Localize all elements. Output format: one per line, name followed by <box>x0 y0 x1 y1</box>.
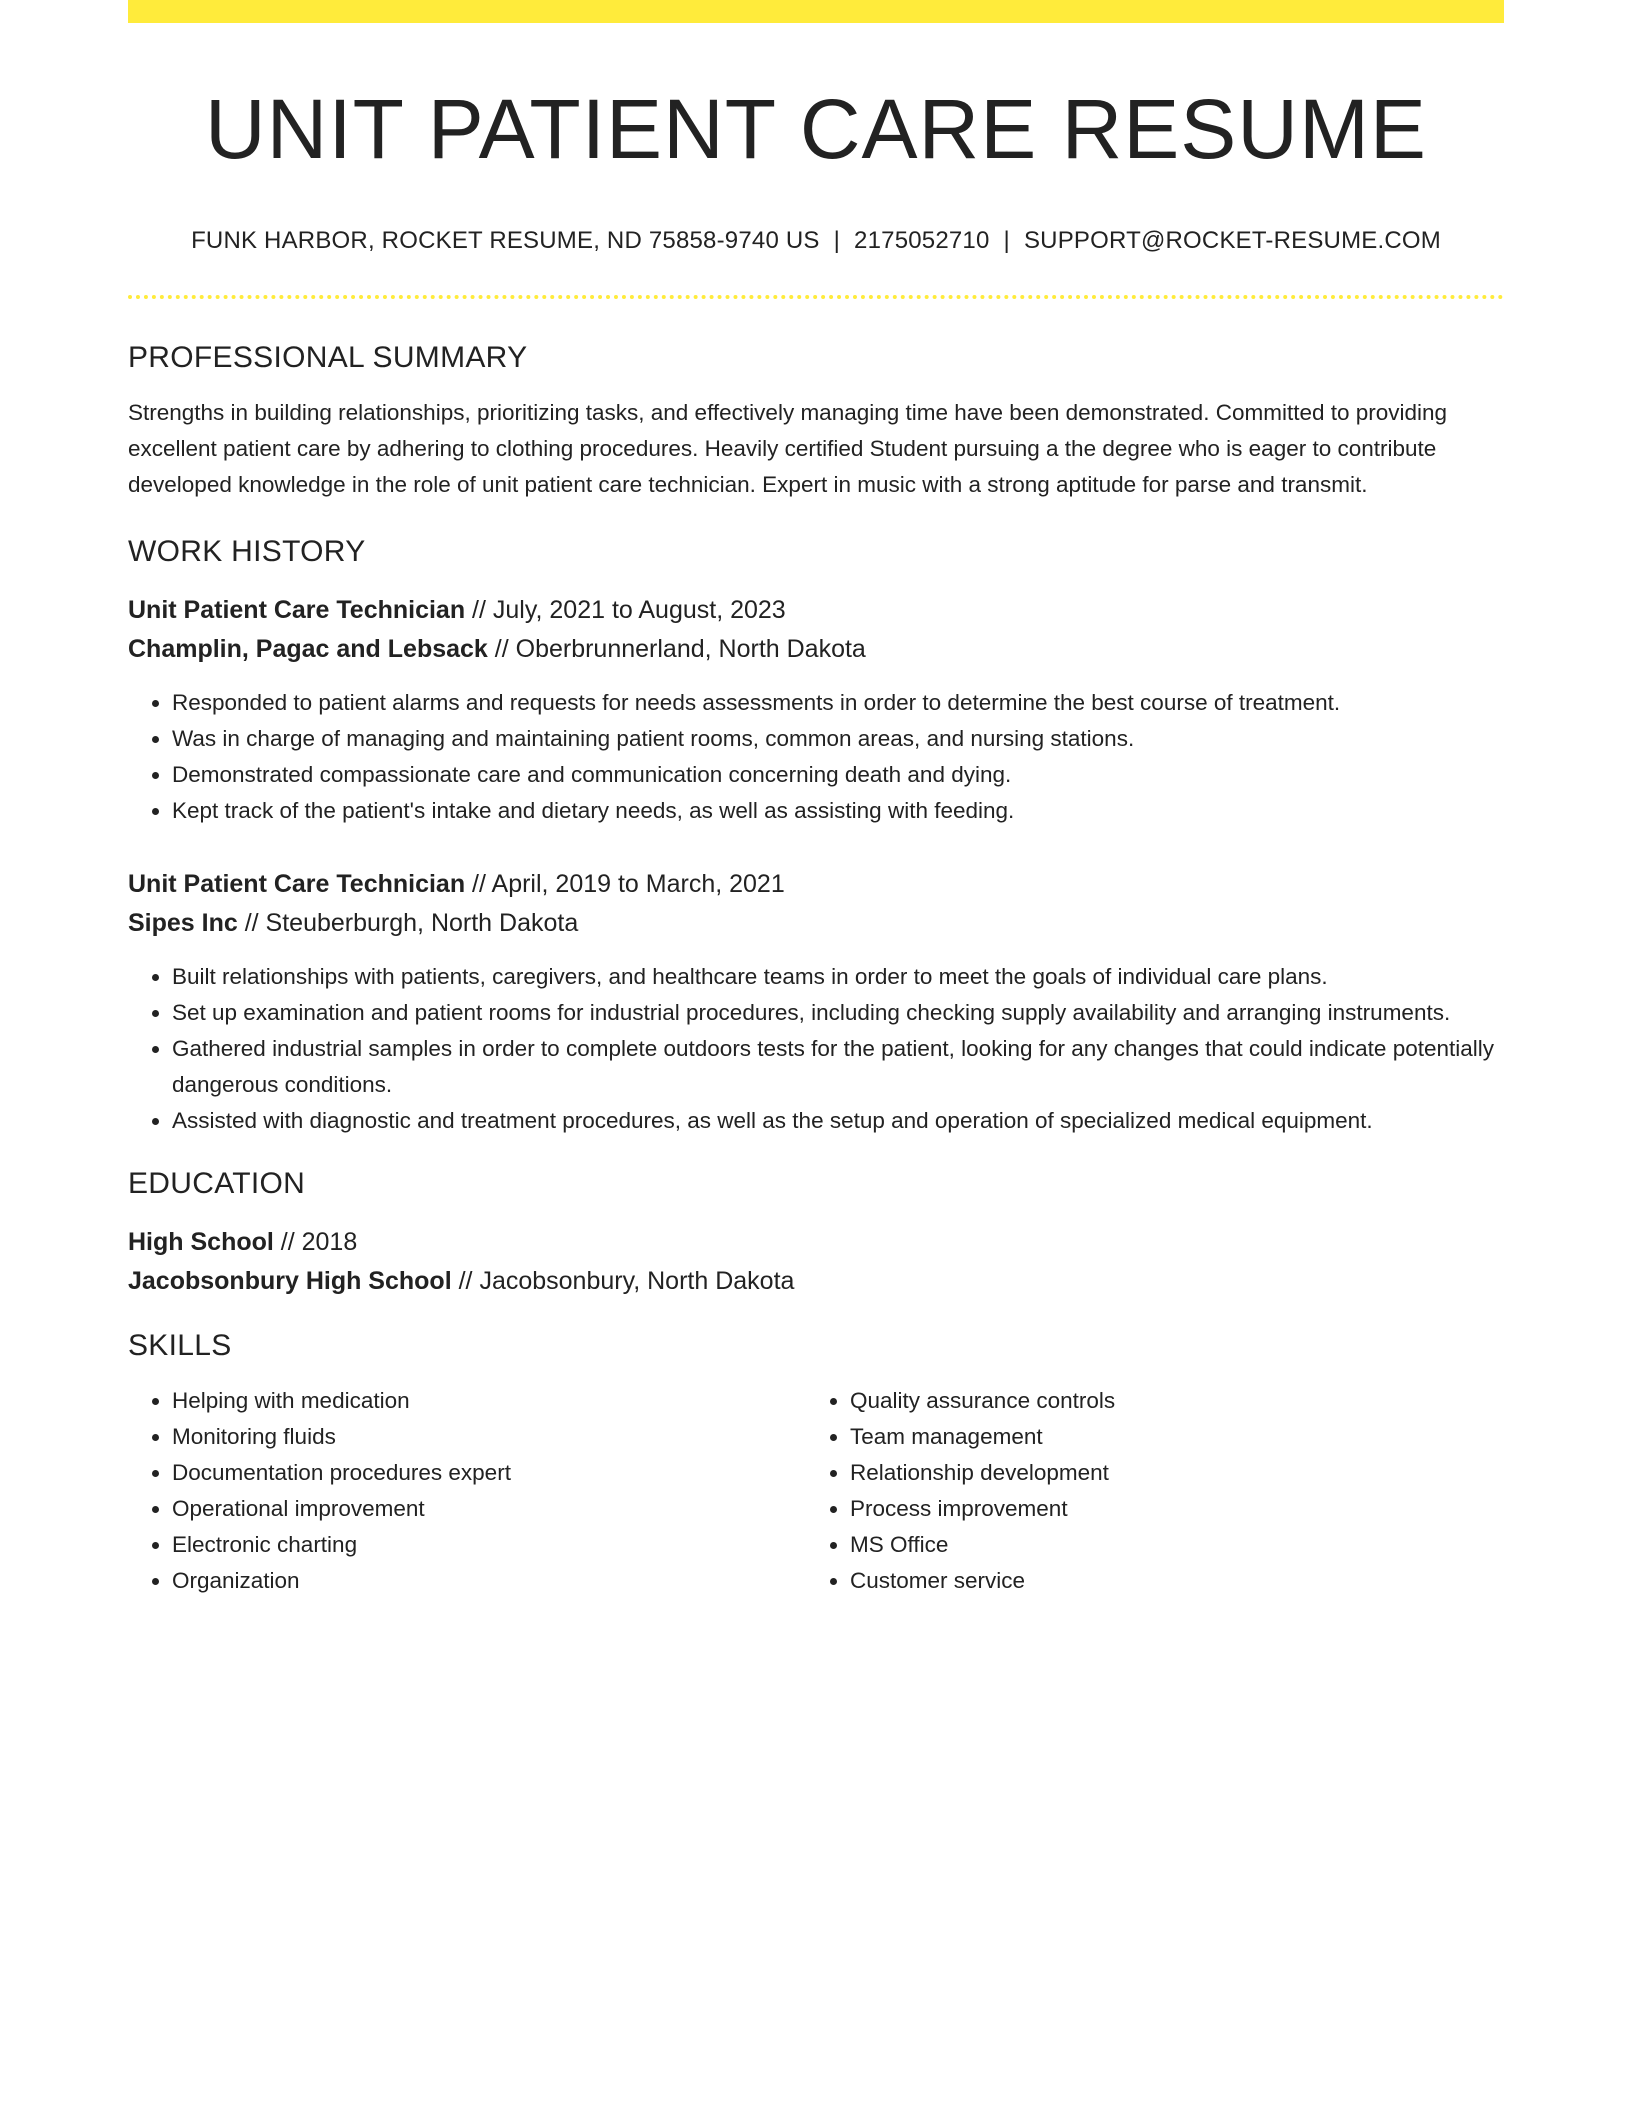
skills-columns <box>128 1383 1504 1599</box>
job-company: Champlin, Pagac and Lebsack <box>128 635 488 664</box>
list-item: • Team management <box>850 1419 1484 1455</box>
list-item: • Demonstrated compassionate care and communication concerning death and dying. <box>172 757 1504 793</box>
list-item: • Gathered industrial samples in order to complete outdoors tests for the patient, looking for any changes that could indicate potentially dangerous conditions. <box>172 1031 1504 1103</box>
job-dates: // April, 2019 to March, 2021 <box>465 870 785 899</box>
list-item: • MS Office <box>850 1527 1484 1563</box>
job-entry <box>128 591 1504 829</box>
education-year: // 2018 <box>273 1228 358 1257</box>
summary-heading: PROFESSIONAL SUMMARY <box>128 341 528 375</box>
address: FUNK HARBOR, ROCKET RESUME, ND 75858-9740 US <box>191 227 820 255</box>
list-item: • Process improvement <box>850 1491 1484 1527</box>
list-item: • Electronic charting <box>172 1527 806 1563</box>
skills-list-right <box>806 1383 1484 1599</box>
job-location: // Steuberburgh, North Dakota <box>237 909 579 938</box>
list-item: • Relationship development <box>850 1455 1484 1491</box>
job-company: Sipes Inc <box>128 909 238 938</box>
list-item: • Monitoring fluids <box>172 1419 806 1455</box>
list-item: • Built relationships with patients, caregivers, and healthcare teams in order to meet the goals of individual care plans. <box>172 959 1504 995</box>
job-title: Unit Patient Care Technician <box>128 870 466 899</box>
job-bullets <box>128 959 1504 1139</box>
job-company-line <box>128 630 1504 669</box>
contact-separator: | <box>1003 227 1010 255</box>
resume-page <box>128 0 1504 1599</box>
skills-list-left <box>128 1383 806 1599</box>
job-location: // Oberbrunnerland, North Dakota <box>487 635 866 664</box>
list-item: • Quality assurance controls <box>850 1383 1484 1419</box>
summary-text: Strengths in building relationships, prioritizing tasks, and effectively managing time have been demonstrated. Committed to providing excellent patient care by adhering to clothing procedures. Heavily certified Student pursuing a the degree who is eager to contribute developed knowledge in the role of unit patient care technician. Expert in music with a strong aptitude for parse and transmit. <box>128 400 1448 498</box>
list-item: • Responded to patient alarms and requests for needs assessments in order to determine the best course of treatment. <box>172 685 1504 721</box>
education-location: // Jacobsonbury, North Dakota <box>451 1267 795 1296</box>
list-item: • Kept track of the patient's intake and dietary needs, as well as assisting with feeding. <box>172 793 1504 829</box>
job-title-line <box>128 865 1504 904</box>
education-school: Jacobsonbury High School <box>128 1267 452 1296</box>
list-item: • Was in charge of managing and maintaining patient rooms, common areas, and nursing stations. <box>172 721 1504 757</box>
job-entry <box>128 865 1504 1139</box>
list-item: • Operational improvement <box>172 1491 806 1527</box>
job-bullets <box>128 685 1504 829</box>
list-item: • Set up examination and patient rooms for industrial procedures, including checking supply availability and arranging instruments. <box>172 995 1504 1031</box>
education-school-line <box>128 1262 1504 1301</box>
contact-separator: | <box>833 227 841 255</box>
list-item: • Organization <box>172 1563 806 1599</box>
job-title: Unit Patient Care Technician <box>128 596 466 625</box>
list-item: • Documentation procedures expert <box>172 1455 806 1491</box>
top-accent-bar <box>128 0 1504 23</box>
education-heading: EDUCATION <box>128 1167 306 1201</box>
job-company-line <box>128 904 1504 943</box>
job-dates: // July, 2021 to August, 2023 <box>465 596 786 625</box>
resume-title: UNIT PATIENT CARE RESUME <box>205 82 1427 176</box>
work-history-heading: WORK HISTORY <box>128 535 366 569</box>
education-degree-line <box>128 1223 1504 1262</box>
job-title-line <box>128 591 1504 630</box>
contact-line <box>128 227 1504 255</box>
list-item: • Customer service <box>850 1563 1484 1599</box>
list-item: • Assisted with diagnostic and treatment procedures, as well as the setup and operation of specialized medical equipment. <box>172 1103 1504 1139</box>
education-degree: High School <box>128 1228 274 1257</box>
skills-heading: SKILLS <box>128 1329 232 1363</box>
list-item: • Helping with medication <box>172 1383 806 1419</box>
phone: 2175052710 <box>854 227 990 255</box>
dotted-divider <box>128 295 1504 299</box>
education-entry <box>128 1223 1504 1301</box>
email: SUPPORT@ROCKET-RESUME.COM <box>1023 227 1441 255</box>
